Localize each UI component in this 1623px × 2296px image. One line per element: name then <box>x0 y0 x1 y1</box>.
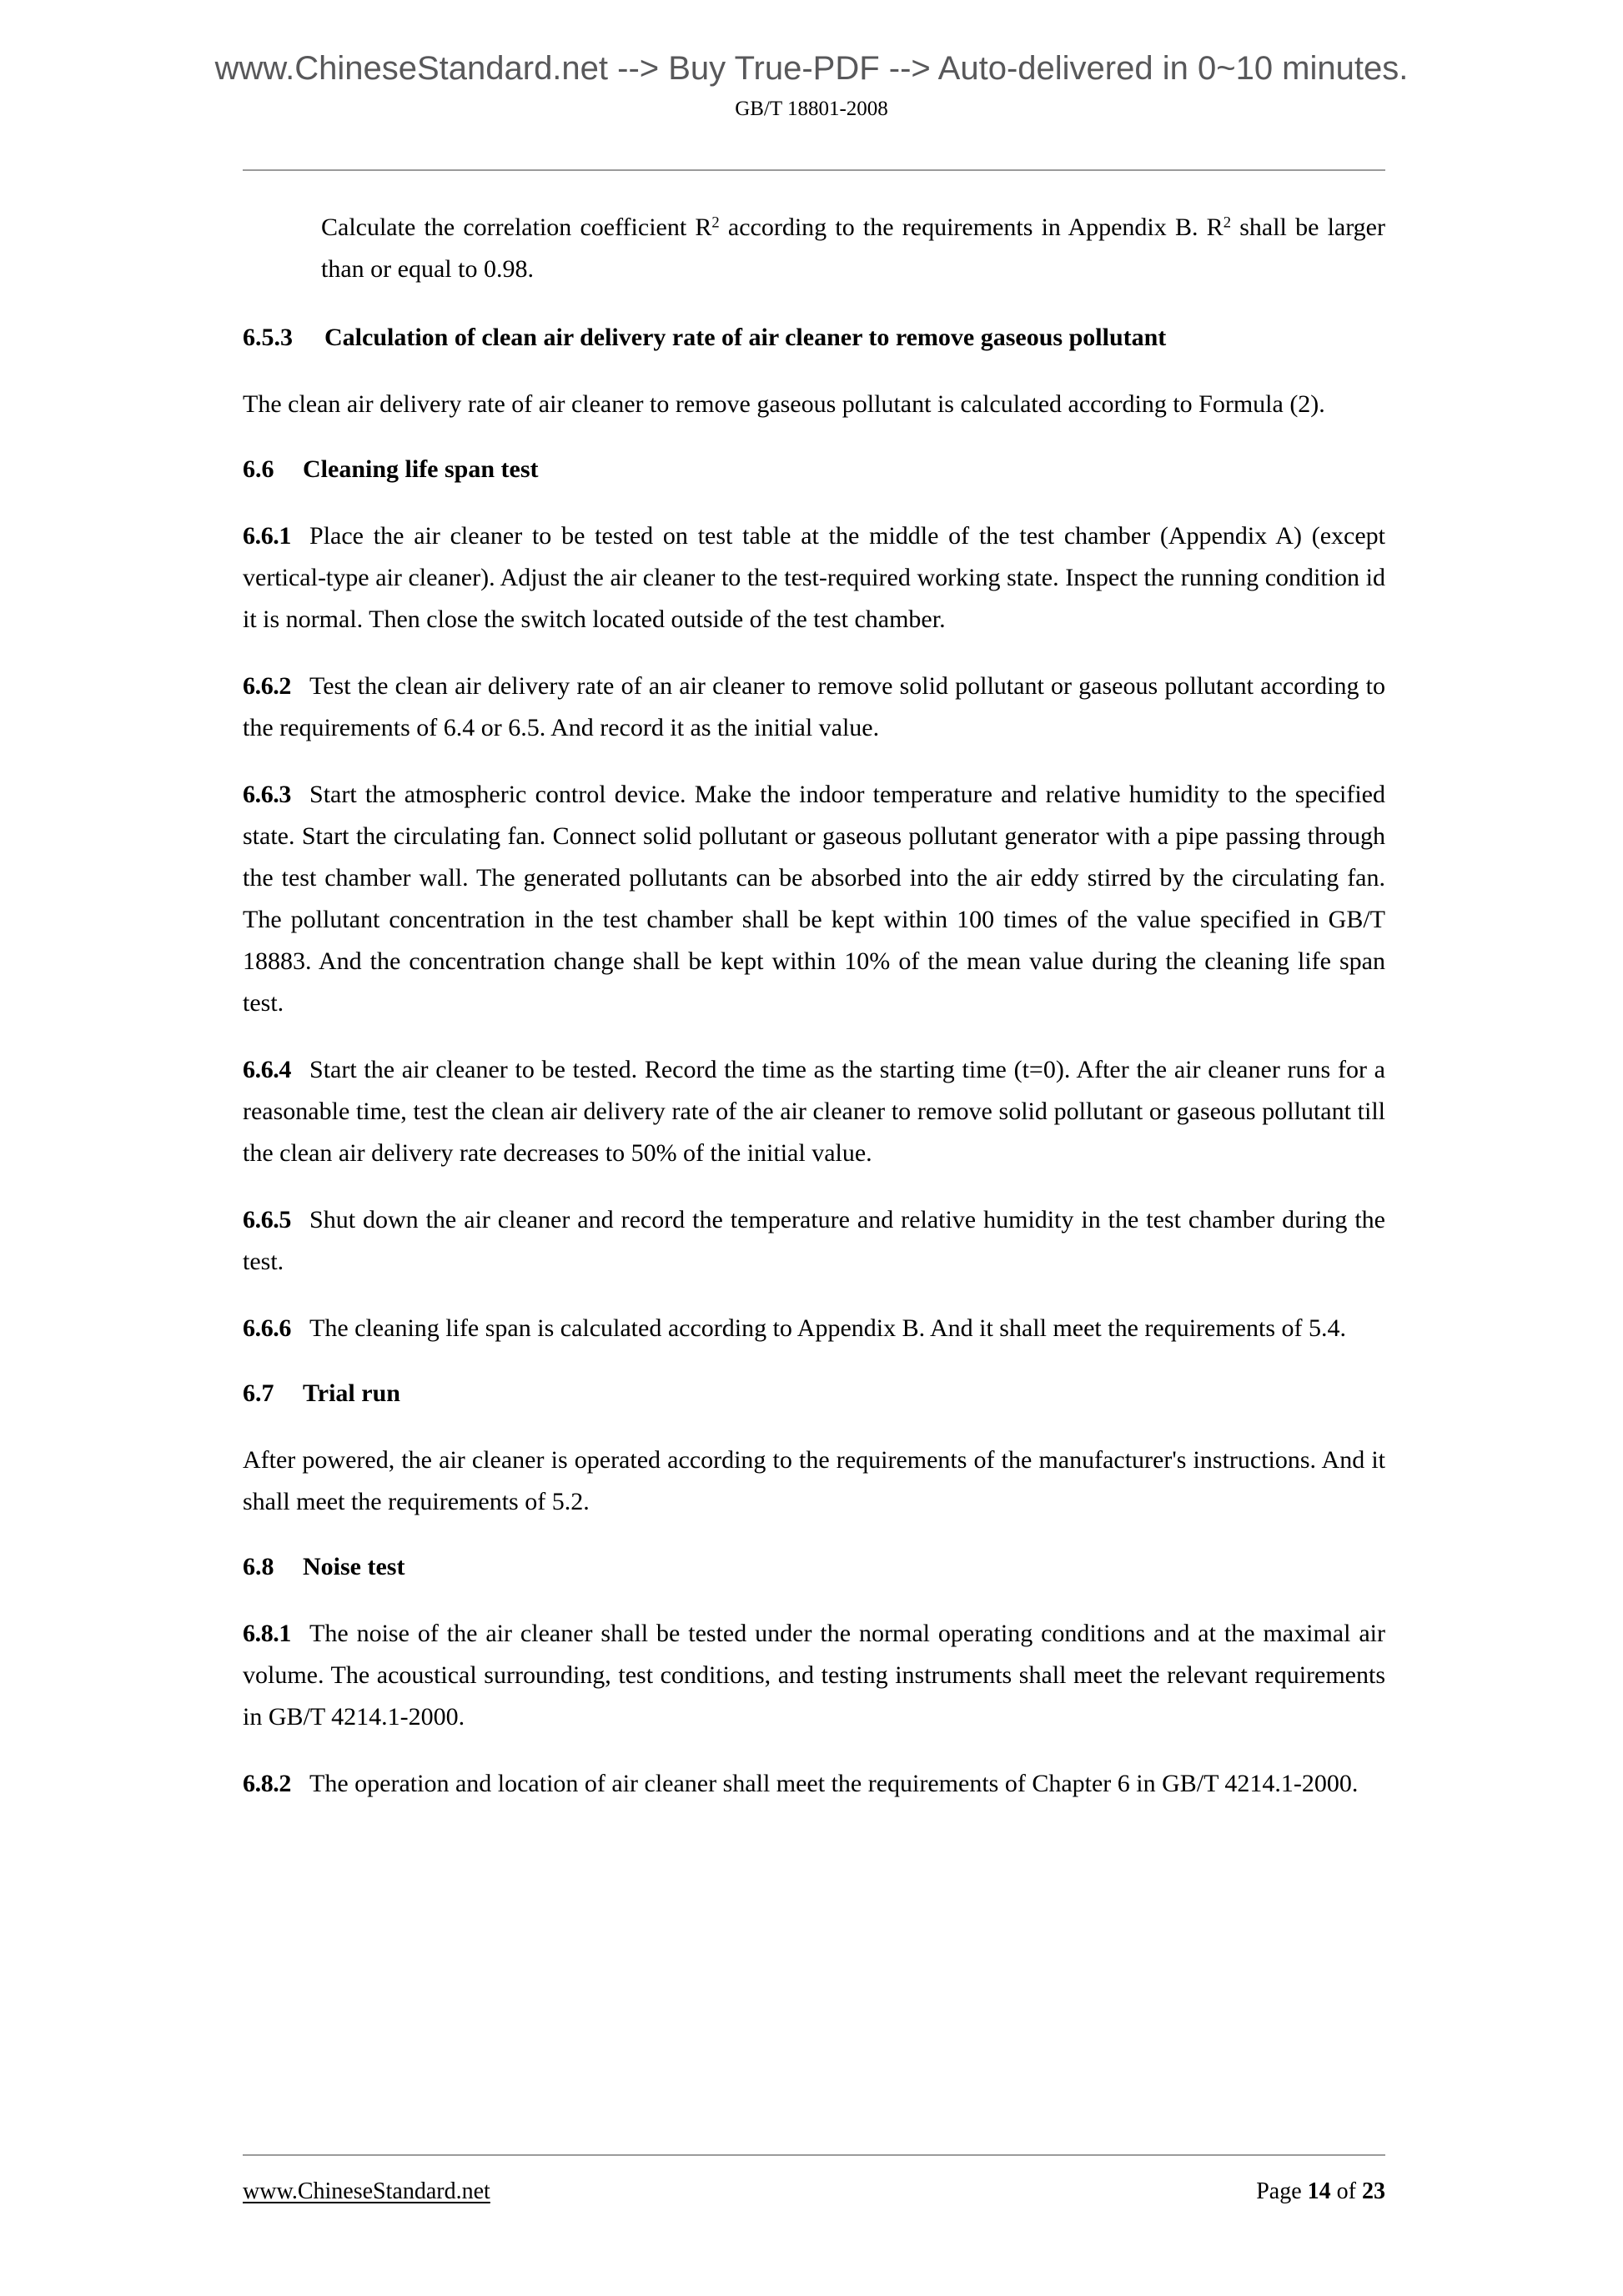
section-number: 6.8 <box>243 1553 274 1580</box>
clause-text: Start the atmospheric control device. Make the indoor temperature and relative humidity to the specified state. Start the circulating fan. Connect solid pollutant or gaseous pollutant generator with a pipe passing through the test chamber wall. The generated pollutants can be absorbed into the air eddy stirred by the circulating fan. The pollutant concentration in the test chamber shall be kept within 100 times of the value specified in GB/T 18883. And the concentration change shall be kept within 10% of the mean value during the cleaning life span test. <box>243 781 1385 1017</box>
clause-number: 6.6.3 <box>243 781 292 808</box>
document-body <box>243 207 1385 1830</box>
paragraph-6-7-body: After powered, the air cleaner is operated according to the requirements of the manufacturer's instructions. And it shall meet the requirements of 5.2. <box>243 1446 1385 1515</box>
clause-text: Place the air cleaner to be tested on test table at the middle of the test chamber (Appendix A) (except vertical-type air cleaner). Adjust the air cleaner to the test-required working state. Inspect the running condition id it is normal. Then close the switch located outside of the test chamber. <box>243 522 1385 633</box>
clause-text: The cleaning life span is calculated according to Appendix B. And it shall meet the requirements of 5.4. <box>309 1314 1346 1342</box>
section-number: 6.7 <box>243 1379 274 1407</box>
intro-part2: according to the requirements in Appendix B. R <box>719 214 1224 241</box>
paragraph-6-6-1 <box>243 515 1385 641</box>
intro-paragraph <box>321 207 1385 290</box>
superscript-r2-second: 2 <box>1223 214 1231 232</box>
page-label: Page <box>1256 2178 1302 2204</box>
page-indicator <box>1256 2178 1385 2205</box>
section-number: 6.6 <box>243 455 274 483</box>
clause-number: 6.8.2 <box>243 1770 292 1797</box>
paragraph-6-6-5 <box>243 1199 1385 1283</box>
page-footer <box>243 2178 1385 2205</box>
page-of-label: of <box>1336 2178 1356 2204</box>
page-current: 14 <box>1307 2178 1331 2204</box>
clause-number: 6.6.5 <box>243 1206 292 1233</box>
clause-number: 6.6.4 <box>243 1056 292 1083</box>
paragraph-6-6-4 <box>243 1049 1385 1174</box>
section-heading-6-8 <box>243 1548 1385 1586</box>
section-number: 6.5.3 <box>243 324 293 351</box>
section-heading-6-5-3 <box>243 319 1385 357</box>
paragraph-6-6-6 <box>243 1308 1385 1349</box>
intro-part1: Calculate the correlation coefficient R <box>321 214 712 241</box>
section-title: Cleaning life span test <box>303 455 539 483</box>
intro-part3: shall be larger than or equal to 0.98. <box>321 214 1385 283</box>
footer-divider <box>243 2154 1385 2156</box>
page-total: 23 <box>1362 2178 1385 2204</box>
paragraph-6-8-2 <box>243 1763 1385 1805</box>
header-divider <box>243 169 1385 171</box>
clause-text: Start the air cleaner to be tested. Record the time as the starting time (t=0). After the air cleaner runs for a reasonable time, test the clean air delivery rate of the air cleaner to remove solid pollutant or gaseous pollutant till the clean air delivery rate decreases to 50% of the initial value. <box>243 1056 1385 1167</box>
clause-text: Test the clean air delivery rate of an air cleaner to remove solid pollutant or gaseous pollutant according to the requirements of 6.4 or 6.5. And record it as the initial value. <box>243 672 1385 741</box>
clause-number: 6.6.1 <box>243 522 292 550</box>
section-title: Trial run <box>303 1379 400 1407</box>
section-heading-6-6 <box>243 450 1385 489</box>
section-title: Calculation of clean air delivery rate of air cleaner to remove gaseous pollutant <box>324 324 1167 351</box>
paragraph-6-6-3 <box>243 774 1385 1024</box>
clause-text: The noise of the air cleaner shall be tested under the normal operating conditions and at the maximal air volume. The acoustical surrounding, test conditions, and testing instruments shall meet the relevant requirements in GB/T 4214.1-2000. <box>243 1620 1385 1731</box>
page-header <box>0 0 1623 121</box>
superscript-r2-first: 2 <box>711 214 720 232</box>
clause-text: Shut down the air cleaner and record the temperature and relative humidity in the test chamber during the test. <box>243 1206 1385 1275</box>
section-title: Noise test <box>303 1553 405 1580</box>
paragraph-6-8-1 <box>243 1613 1385 1738</box>
clause-number: 6.6.2 <box>243 672 292 700</box>
clause-number: 6.8.1 <box>243 1620 292 1647</box>
promo-banner: www.ChineseStandard.net --> Buy True-PDF --> Auto-delivered in 0~10 minutes. <box>214 50 1409 87</box>
clause-text: The operation and location of air cleaner shall meet the requirements of Chapter 6 in GB/T 4214.1-2000. <box>309 1770 1359 1797</box>
paragraph-6-6-2 <box>243 666 1385 749</box>
section-heading-6-7 <box>243 1374 1385 1413</box>
paragraph-6-5-3-body: The clean air delivery rate of air cleaner to remove gaseous pollutant is calculated according to Formula (2). <box>243 390 1325 418</box>
standard-number: GB/T 18801-2008 <box>735 98 888 120</box>
clause-number: 6.6.6 <box>243 1314 292 1342</box>
footer-site-link[interactable]: www.ChineseStandard.net <box>243 2178 490 2204</box>
